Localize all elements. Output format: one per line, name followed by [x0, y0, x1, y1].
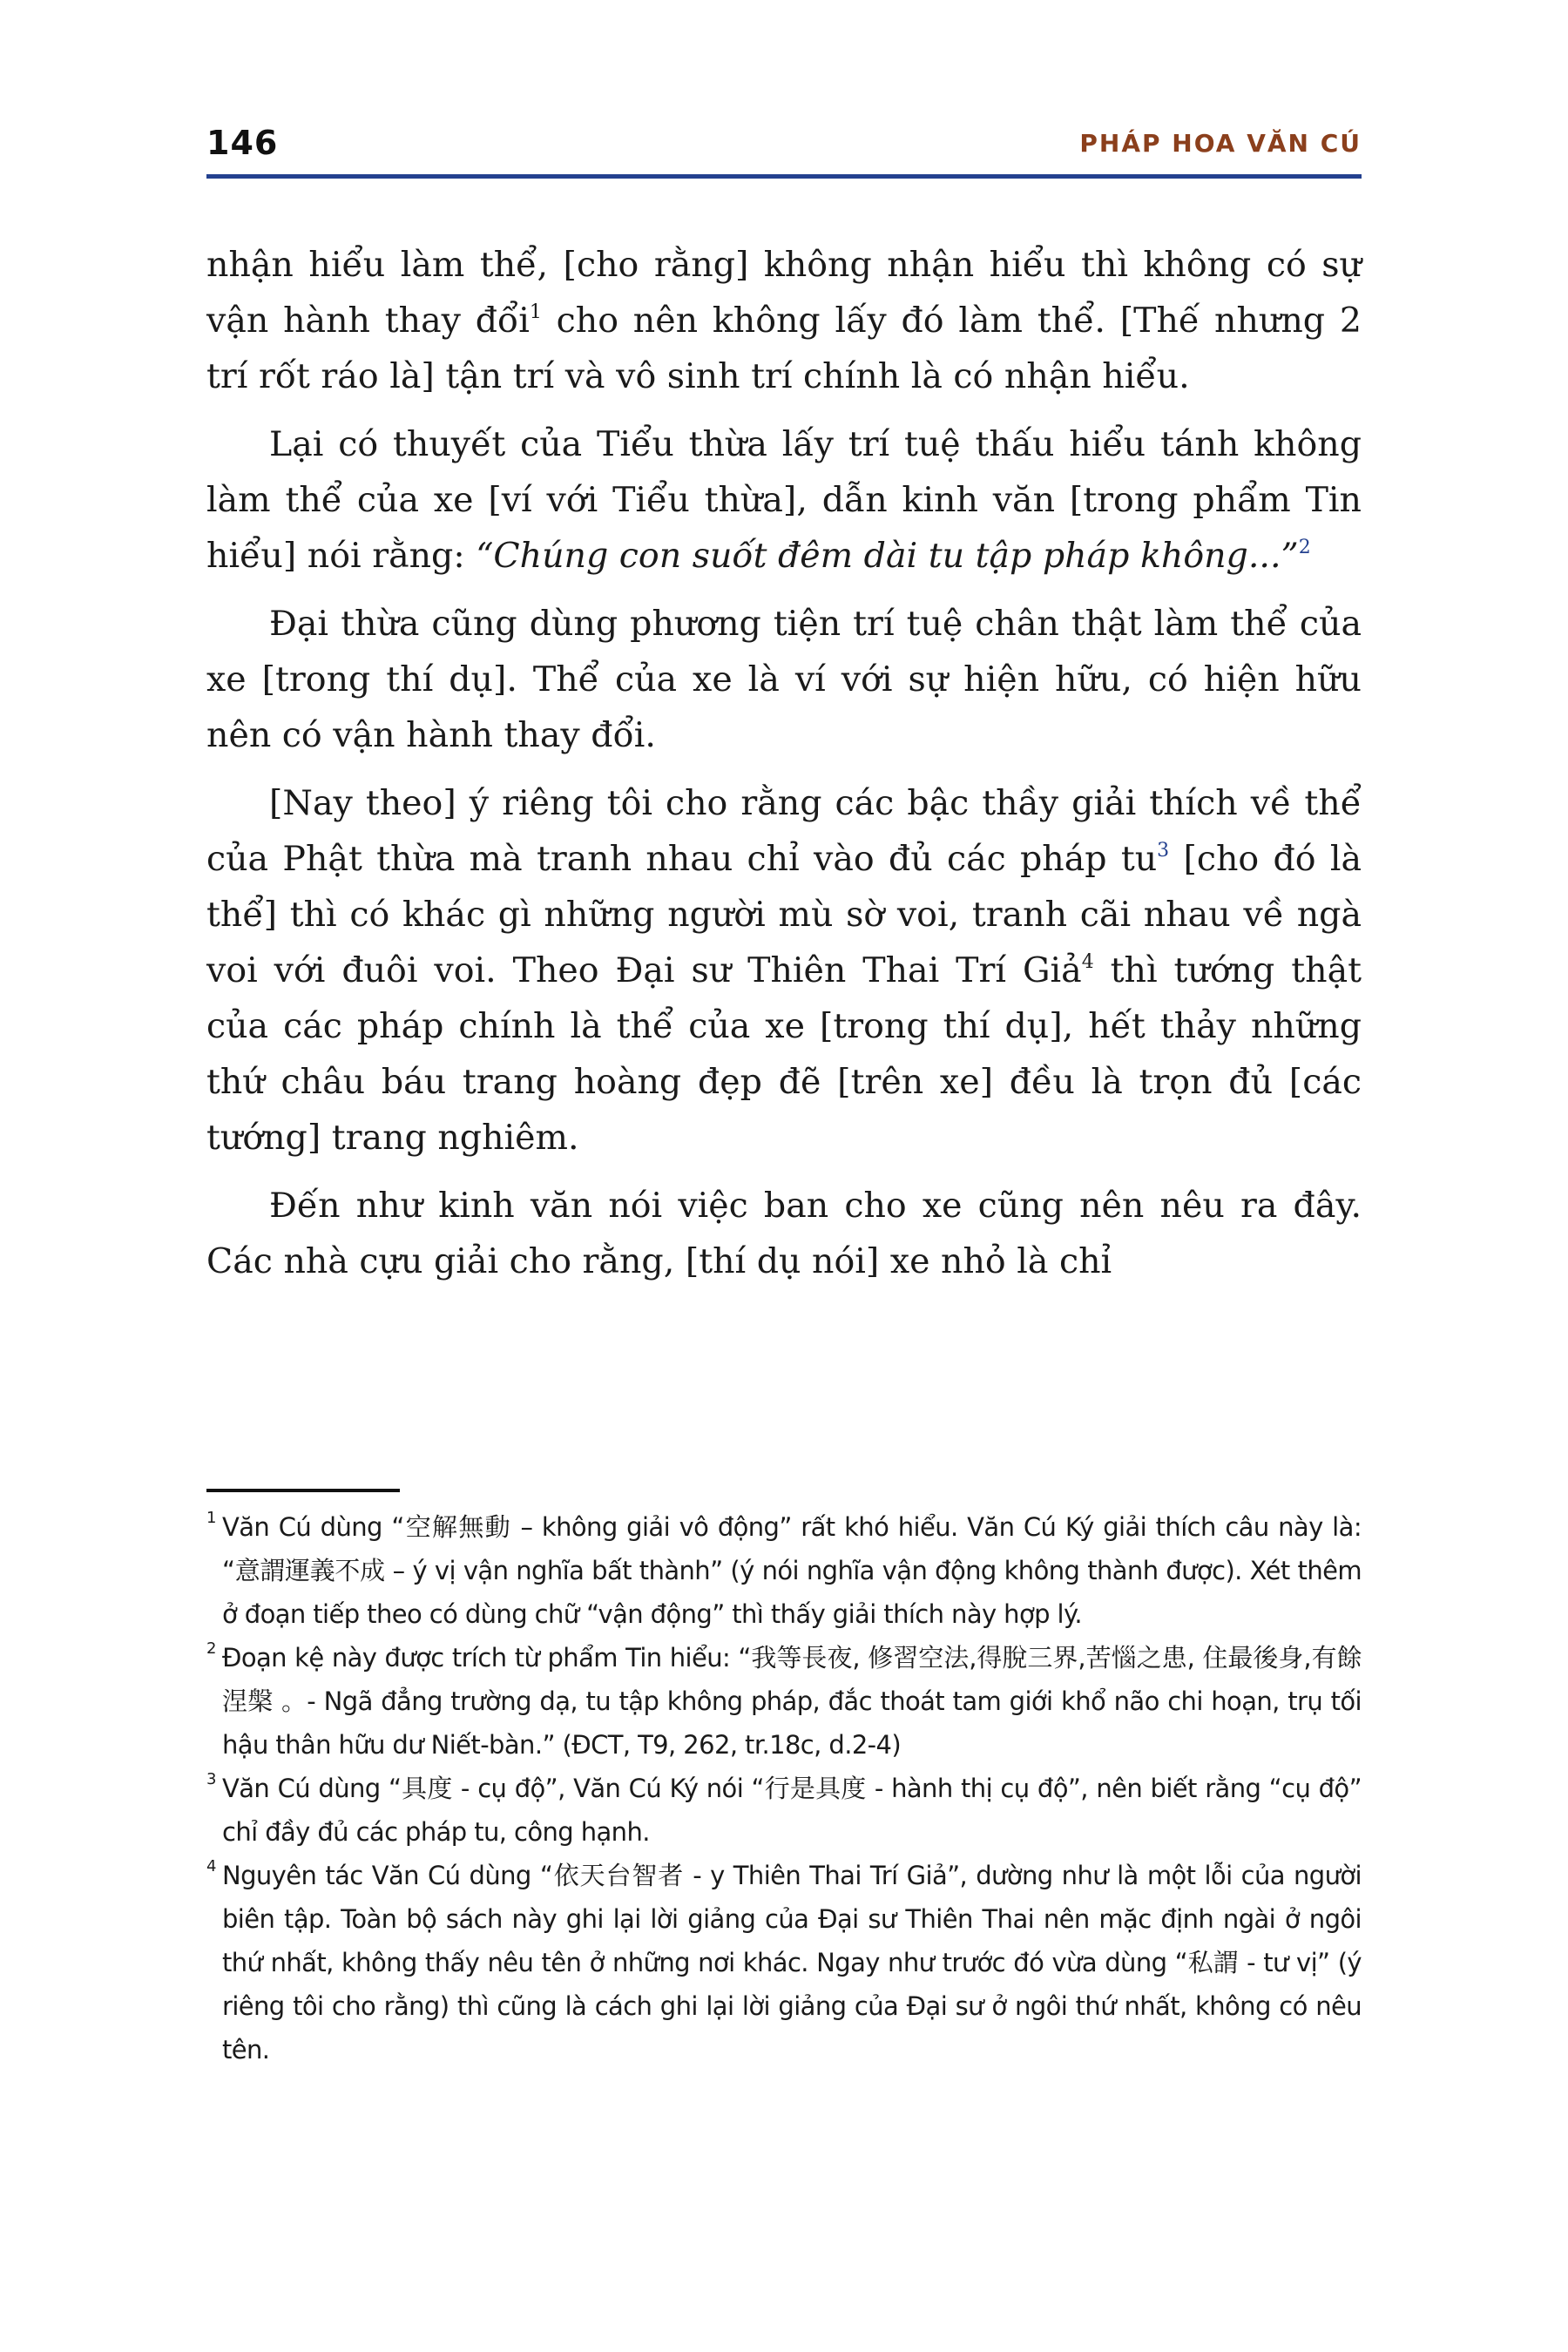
- page-header: [206, 122, 1362, 174]
- paragraph-4: [206, 775, 1362, 1166]
- footnote-text: Văn Cú dùng “具度 - cụ độ”, Văn Cú Ký nói “行是具度 - hành thị cụ độ”, nên biết rằng “cụ độ” chỉ đầy đủ các pháp tu, công hạnh.: [222, 1774, 1362, 1847]
- paragraph-text: cho nên không lấy đó làm thể. [Thế nhưng 2 trí rốt ráo là] tận trí và vô sinh trí chính là có nhận hiểu.: [206, 301, 1362, 396]
- footnote-ref-1[interactable]: 1: [529, 301, 542, 323]
- paragraph-5: Đến như kinh văn nói việc ban cho xe cũng nên nêu ra đây. Các nhà cựu giải cho rằng, [thí dụ nói] xe nhỏ là chỉ: [206, 1186, 1362, 1281]
- paragraph-3: Đại thừa cũng dùng phương tiện trí tuệ chân thật làm thể của xe [trong thí dụ]. Thể của xe là ví với sự hiện hữu, có hiện hữu nên có vận hành thay đổi.: [206, 604, 1362, 755]
- footnote-ref-3[interactable]: 3: [1157, 840, 1170, 862]
- header-rule: [206, 174, 1362, 179]
- paragraph-text: Lại có thuyết của Tiểu thừa lấy trí tuệ thấu hiểu tánh không làm thể của xe [ví với Tiểu thừa], dẫn kinh văn [trong phẩm Tin hiểu] nói rằng:: [206, 424, 1362, 576]
- footnotes: [206, 1505, 1362, 2072]
- footnote-ref-4[interactable]: 4: [1081, 951, 1094, 973]
- footnote-ref-2[interactable]: 2: [1298, 537, 1311, 558]
- footnote-number: 4: [206, 1857, 216, 1876]
- body-text: [206, 237, 1362, 1301]
- footnote-text: Nguyên tác Văn Cú dùng “依天台智者 - y Thiên Thai Trí Giả”, dường như là một lỗi của người biên tập. Toàn bộ sách này ghi lại lời giảng của Đại sư Thiên Thai nên mặc định ngài ở ngôi thứ nhất, không thấy nêu tên ở những nơi khác. Ngay như trước đó vừa dùng “私謂 - tư vị” (ý riêng tôi cho rằng) thì cũng là cách ghi lại lời giảng của Đại sư ở ngôi thứ nhất, không có nêu tên.: [222, 1861, 1362, 2065]
- scripture-quote: “Chúng con suốt đêm dài tu tập pháp không...”: [476, 536, 1299, 576]
- running-title: PHÁP HOA VĂN CÚ: [1079, 129, 1362, 158]
- paragraph-text: [cho đó là thể] thì có khác gì những người mù sờ voi, tranh cãi nhau về ngà voi với đuôi voi. Theo Đại sư Thiên Thai Trí Giả: [206, 839, 1362, 990]
- paragraph-1: [206, 237, 1362, 404]
- footnote-2: [206, 1636, 1362, 1767]
- footnote-4: [206, 1854, 1362, 2072]
- paragraph-2: [206, 416, 1362, 584]
- footnote-3: [206, 1767, 1362, 1854]
- footnote-separator: [206, 1489, 400, 1492]
- footnote-number: 3: [206, 1770, 216, 1788]
- footnote-text: Văn Cú dùng “空解無動 – không giải vô động” rất khó hiểu. Văn Cú Ký giải thích câu này là: “意謂運義不成 – ý vị vận nghĩa bất thành” (ý nói nghĩa vận động không thành được). Xét thêm ở đoạn tiếp theo có dùng chữ “vận động” thì thấy giải thích này hợp lý.: [222, 1512, 1362, 1629]
- paragraph-text: nhận hiểu làm thể, [cho rằng] không nhận hiểu thì không có sự vận hành thay đổi: [206, 245, 1362, 341]
- footnote-number: 2: [206, 1639, 216, 1658]
- paragraph-text: [Nay theo] ý riêng tôi cho rằng các bậc thầy giải thích về thể của Phật thừa mà tranh nhau chỉ vào đủ các pháp tu: [206, 783, 1362, 879]
- paragraph-text: thì tướng thật của các pháp chính là thể của xe [trong thí dụ], hết thảy những thứ châu báu trang hoàng đẹp đẽ [trên xe] đều là trọn đủ [các tướng] trang nghiêm.: [206, 950, 1362, 1158]
- footnote-1: [206, 1505, 1362, 1636]
- footnote-text: Đoạn kệ này được trích từ phẩm Tin hiểu: “我等長夜, 修習空法,得脫三界,苦惱之患, 住最後身,有餘涅槃 。- Ngã đẳng trường dạ, tu tập không pháp, đắc thoát tam giới khổ não chi hoạn, trụ tối hậu thân hữu dư Niết-bàn.” (ĐCT, T9, 262, tr.18c, d.2-4): [222, 1643, 1362, 1760]
- page-number: 146: [206, 124, 279, 162]
- footnote-number: 1: [206, 1509, 216, 1527]
